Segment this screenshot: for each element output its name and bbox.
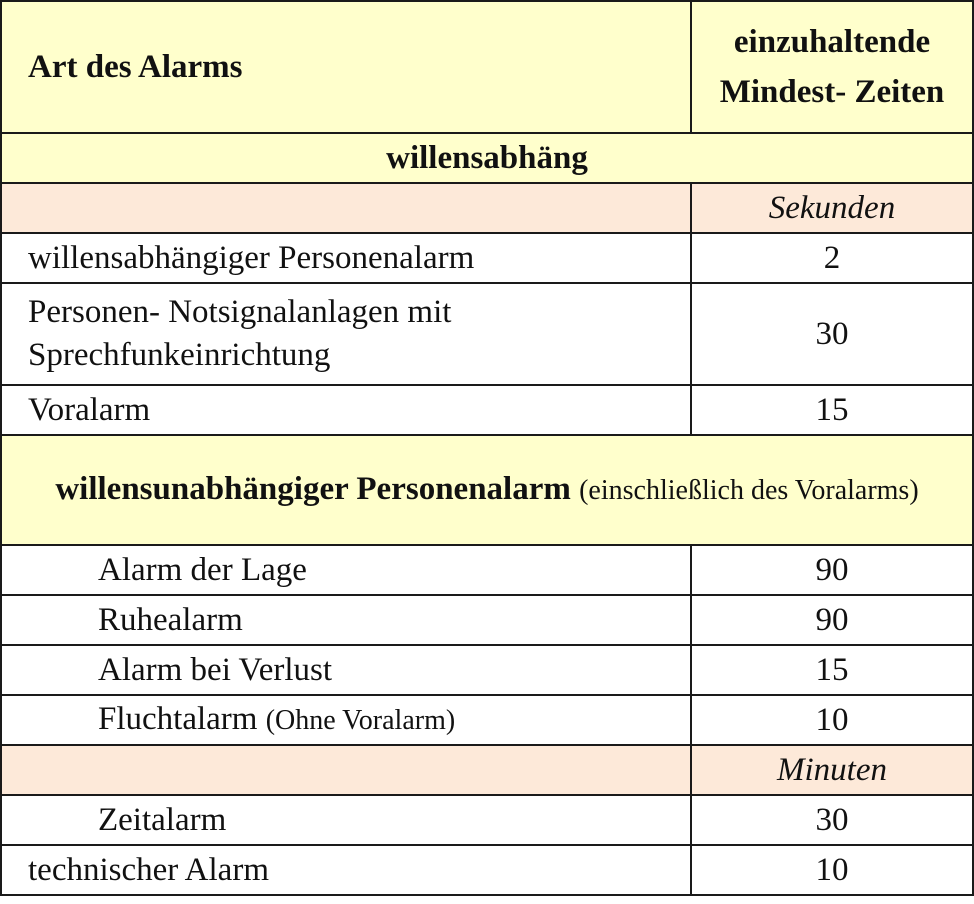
row-value: 30 [691, 795, 973, 845]
group-row-willensunabhaengig [1, 435, 973, 545]
row-label: Alarm der Lage [1, 545, 691, 595]
row-label: Alarm bei Verlust [1, 645, 691, 695]
row-value: 10 [691, 845, 973, 895]
row-value: 10 [691, 695, 973, 745]
row-label: Personen- Notsignalanlagen mit Sprechfunkeinrichtung [1, 283, 691, 385]
row-label: technischer Alarm [1, 845, 691, 895]
table-row [1, 795, 973, 845]
header-row [1, 1, 973, 133]
row-value: 2 [691, 233, 973, 283]
header-min-times-line2: Mindest- Zeiten [719, 74, 945, 110]
unit-spacer-cell [1, 745, 691, 795]
table-row [1, 233, 973, 283]
header-min-times-line1: einzuhaltende [733, 24, 931, 60]
table-row [1, 385, 973, 435]
row-value: 30 [691, 283, 973, 385]
unit-row-seconds [1, 183, 973, 233]
row-label: Fluchtalarm [98, 701, 258, 737]
table-row [1, 283, 973, 385]
group-heading: willensabhäng [1, 133, 973, 183]
table-row [1, 695, 973, 745]
unit-minutes: Minuten [691, 745, 973, 795]
header-alarm-type: Art des Alarms [1, 1, 691, 133]
row-label: willensabhängiger Personenalarm [1, 233, 691, 283]
row-label-cell [1, 695, 691, 745]
header-min-times [691, 1, 973, 133]
row-note: (Ohne Voralarm) [265, 705, 456, 736]
table-row [1, 595, 973, 645]
group-heading-note: (einschließlich des Voralarms) [579, 475, 919, 506]
unit-spacer-cell [1, 183, 691, 233]
table-row [1, 845, 973, 895]
group-row-willensabhaengig [1, 133, 973, 183]
row-label: Ruhealarm [1, 595, 691, 645]
unit-row-minutes [1, 745, 973, 795]
row-value: 15 [691, 645, 973, 695]
unit-seconds: Sekunden [691, 183, 973, 233]
row-label: Zeitalarm [1, 795, 691, 845]
table-row [1, 545, 973, 595]
table-row [1, 645, 973, 695]
row-label: Voralarm [1, 385, 691, 435]
group-heading-bold: willensunabhängiger Personenalarm [55, 471, 571, 507]
group-heading [1, 435, 973, 545]
row-value: 15 [691, 385, 973, 435]
row-value: 90 [691, 545, 973, 595]
row-value: 90 [691, 595, 973, 645]
